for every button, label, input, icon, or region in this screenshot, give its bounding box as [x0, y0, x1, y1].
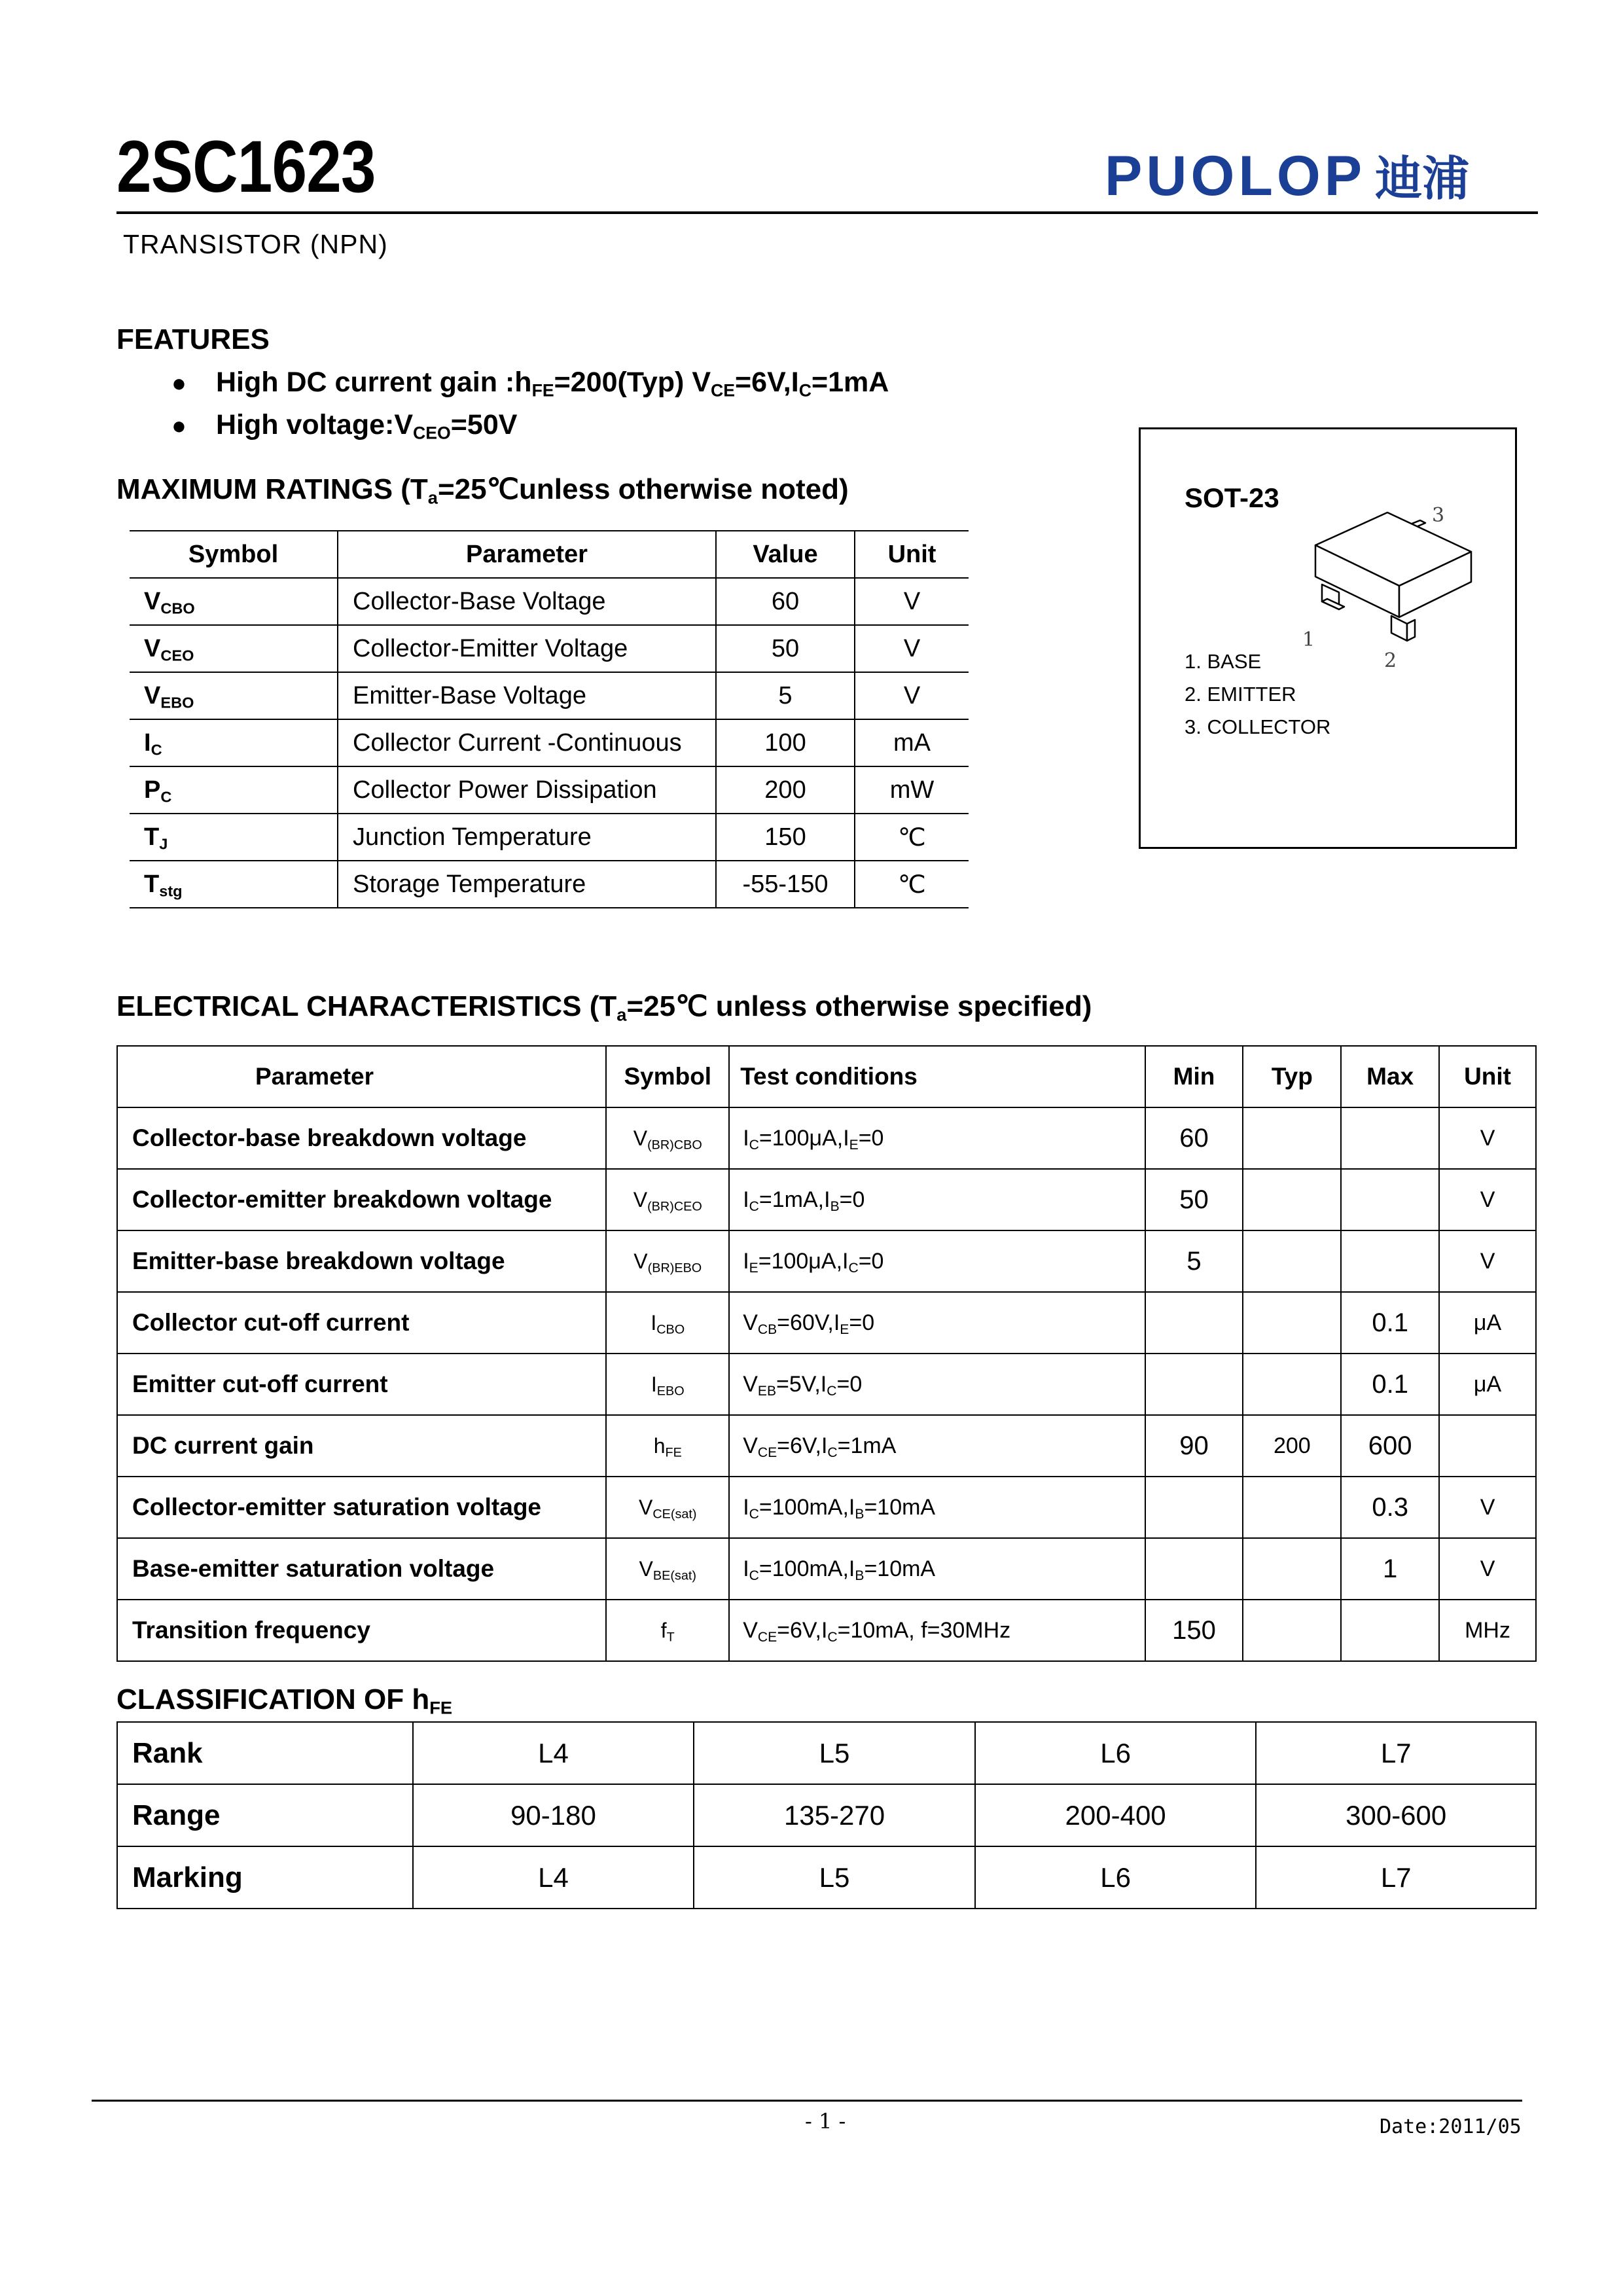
part-number: 2SC1623	[116, 126, 376, 207]
test-condition-part: C	[749, 1506, 759, 1522]
symbol-letter: V	[144, 634, 161, 662]
pin-label-emitter: 2. EMITTER	[1185, 683, 1296, 706]
symbol-letter: T	[144, 870, 160, 898]
symbol-sub: EBO	[656, 1384, 685, 1399]
test-condition-part: =0	[858, 1248, 884, 1274]
table-row	[130, 814, 969, 861]
symbol-sub: C	[151, 741, 162, 759]
feature-sub: C	[798, 380, 812, 401]
typ-cell	[1243, 1292, 1341, 1354]
test-condition-part: E	[749, 1260, 758, 1276]
features-title: FEATURES	[116, 323, 270, 355]
row-header-cell: Range	[117, 1784, 413, 1846]
classification-table	[116, 1721, 1537, 1909]
classification-cell: 300-600	[1256, 1784, 1536, 1846]
unit-cell: V	[1439, 1230, 1536, 1292]
footer-rule	[92, 2100, 1522, 2102]
test-condition-part: E	[849, 1137, 859, 1153]
min-cell	[1145, 1354, 1243, 1415]
test-condition-part: =0	[849, 1310, 875, 1335]
test-conditions-cell	[729, 1477, 1145, 1538]
symbol-cell	[130, 814, 338, 861]
value-cell: 60	[716, 578, 855, 625]
test-condition-part: C	[749, 1568, 759, 1583]
table-row	[130, 766, 969, 814]
feature-sub: FE	[531, 380, 554, 401]
unit-cell: V	[855, 672, 969, 719]
bullet-icon: ●	[171, 370, 187, 397]
symbol-cell	[130, 766, 338, 814]
unit-cell: V	[1439, 1169, 1536, 1230]
typ-cell	[1243, 1600, 1341, 1661]
table-row	[117, 1722, 1536, 1784]
parameter-cell: Emitter-base breakdown voltage	[117, 1230, 606, 1292]
min-cell: 150	[1145, 1600, 1243, 1661]
symbol-letter: I	[651, 1310, 657, 1335]
test-condition-part: E	[840, 1321, 849, 1337]
classification-cell: 135-270	[694, 1784, 975, 1846]
device-type: TRANSISTOR (NPN)	[123, 229, 388, 259]
sot23-package-icon	[1302, 494, 1486, 677]
test-condition-part: I	[743, 1494, 749, 1520]
table-row	[130, 719, 969, 766]
parameter-cell: Collector-base breakdown voltage	[117, 1107, 606, 1169]
table-row	[130, 625, 969, 672]
unit-cell: μA	[1439, 1354, 1536, 1415]
test-condition-part: =100μA,I	[758, 1248, 849, 1274]
symbol-letter: T	[144, 823, 160, 851]
test-conditions-cell	[729, 1538, 1145, 1600]
electrical-table	[116, 1045, 1537, 1662]
parameter-cell: Collector Power Dissipation	[338, 766, 716, 814]
test-condition-part: C	[749, 1198, 759, 1214]
test-condition-part: C	[827, 1629, 838, 1645]
symbol-sub: CBO	[656, 1322, 685, 1337]
symbol-sub: CBO	[160, 600, 195, 617]
unit-cell: mA	[855, 719, 969, 766]
max-cell	[1341, 1600, 1439, 1661]
parameter-cell: Collector cut-off current	[117, 1292, 606, 1354]
symbol-letter: V	[144, 587, 161, 615]
typ-cell	[1243, 1230, 1341, 1292]
classification-cell: 90-180	[413, 1784, 694, 1846]
pin-number-2: 2	[1384, 649, 1397, 672]
min-cell: 90	[1145, 1415, 1243, 1477]
classification-cell: L4	[413, 1722, 694, 1784]
symbol-letter: V	[638, 1495, 653, 1519]
test-condition-part: B	[855, 1506, 865, 1522]
symbol-sub: FE	[665, 1445, 682, 1460]
classification-title	[116, 1683, 452, 1716]
symbol-cell	[606, 1230, 729, 1292]
feature-item	[216, 367, 889, 399]
max-cell: 0.1	[1341, 1354, 1439, 1415]
title-text: MAXIMUM RATINGS (T	[116, 473, 428, 505]
test-condition-part: =10mA	[864, 1556, 936, 1581]
test-conditions-cell	[729, 1169, 1145, 1230]
test-condition-part: =6V,I	[777, 1433, 828, 1458]
parameter-cell: Base-emitter saturation voltage	[117, 1538, 606, 1600]
test-conditions-cell	[729, 1415, 1145, 1477]
table-row	[117, 1230, 1536, 1292]
test-condition-part: =0	[836, 1371, 863, 1397]
test-conditions-cell	[729, 1600, 1145, 1661]
min-cell	[1145, 1477, 1243, 1538]
test-condition-part: =100mA,I	[758, 1494, 855, 1520]
test-condition-part: =0	[858, 1125, 884, 1151]
symbol-cell	[606, 1538, 729, 1600]
title-text: CLASSIFICATION OF h	[116, 1683, 430, 1715]
classification-cell: L7	[1256, 1846, 1536, 1909]
title-sub: FE	[429, 1697, 453, 1718]
value-cell: 100	[716, 719, 855, 766]
table-row	[117, 1169, 1536, 1230]
symbol-letter: P	[144, 776, 161, 804]
symbol-cell	[130, 861, 338, 908]
value-cell: -55-150	[716, 861, 855, 908]
table-row	[130, 672, 969, 719]
unit-cell: V	[1439, 1477, 1536, 1538]
header-parameter: Parameter	[338, 531, 716, 578]
test-condition-part: =100mA,I	[758, 1556, 855, 1581]
test-condition-part: =0	[839, 1187, 865, 1212]
header-parameter: Parameter	[117, 1046, 606, 1107]
footer-date: Date:2011/05	[1380, 2115, 1522, 2138]
max-ratings-title	[116, 473, 849, 506]
classification-cell: L5	[694, 1722, 975, 1784]
classification-cell: L6	[975, 1722, 1257, 1784]
table-row	[117, 1354, 1536, 1415]
typ-cell	[1243, 1538, 1341, 1600]
symbol-letter: V	[633, 1249, 648, 1273]
pin-label-base: 1. BASE	[1185, 650, 1262, 673]
feature-text: =50V	[450, 409, 518, 440]
max-cell: 1	[1341, 1538, 1439, 1600]
symbol-letter: V	[144, 681, 161, 709]
table-row	[117, 1292, 1536, 1354]
row-header-cell: Marking	[117, 1846, 413, 1909]
title-sub: a	[616, 1004, 627, 1025]
header-rule	[116, 211, 1538, 214]
symbol-cell	[606, 1107, 729, 1169]
table-row	[130, 578, 969, 625]
test-condition-part: =60V,I	[777, 1310, 840, 1335]
typ-cell	[1243, 1169, 1341, 1230]
test-condition-part: I	[743, 1125, 749, 1151]
title-text: ELECTRICAL CHARACTERISTICS (T	[116, 990, 617, 1022]
test-condition-part: =10mA	[864, 1494, 936, 1520]
min-cell	[1145, 1292, 1243, 1354]
value-cell: 200	[716, 766, 855, 814]
table-row	[130, 861, 969, 908]
unit-cell: ℃	[855, 814, 969, 861]
test-conditions-cell	[729, 1230, 1145, 1292]
symbol-cell	[130, 719, 338, 766]
symbol-letter: I	[651, 1372, 657, 1396]
symbol-cell	[606, 1292, 729, 1354]
header-test-conditions: Test conditions	[729, 1046, 1145, 1107]
symbol-cell	[130, 625, 338, 672]
value-cell: 150	[716, 814, 855, 861]
header-unit: Unit	[1439, 1046, 1536, 1107]
symbol-cell	[130, 578, 338, 625]
test-condition-part: V	[743, 1310, 758, 1335]
header-max: Max	[1341, 1046, 1439, 1107]
table-row	[117, 1600, 1536, 1661]
header-min: Min	[1145, 1046, 1243, 1107]
test-conditions-cell	[729, 1292, 1145, 1354]
classification-cell: L7	[1256, 1722, 1536, 1784]
classification-cell: L6	[975, 1846, 1257, 1909]
max-cell: 600	[1341, 1415, 1439, 1477]
test-condition-part: =1mA	[837, 1433, 897, 1458]
symbol-cell	[606, 1169, 729, 1230]
table-row	[117, 1846, 1536, 1909]
parameter-cell: Transition frequency	[117, 1600, 606, 1661]
feature-sub: CEO	[413, 423, 451, 443]
min-cell: 5	[1145, 1230, 1243, 1292]
typ-cell	[1243, 1107, 1341, 1169]
symbol-sub: (BR)CEO	[647, 1199, 702, 1214]
unit-cell: V	[855, 578, 969, 625]
header-symbol: Symbol	[188, 540, 279, 568]
max-cell	[1341, 1107, 1439, 1169]
symbol-sub: (BR)EBO	[647, 1261, 702, 1276]
test-condition-part: CE	[757, 1629, 777, 1645]
symbol-letter: h	[653, 1433, 666, 1458]
unit-cell: V	[855, 625, 969, 672]
symbol-sub: stg	[159, 882, 183, 900]
symbol-letter: V	[633, 1187, 648, 1211]
title-text: =25℃unless otherwise noted)	[437, 473, 849, 505]
test-condition-part: I	[743, 1556, 749, 1581]
table-row	[117, 1477, 1536, 1538]
header-symbol: Symbol	[606, 1046, 729, 1107]
symbol-sub: CE(sat)	[652, 1507, 697, 1522]
feature-text: =200(Typ) V	[554, 367, 711, 398]
symbol-sub: EBO	[160, 694, 194, 711]
parameter-cell: Collector-emitter saturation voltage	[117, 1477, 606, 1538]
parameter-cell: Collector-Base Voltage	[338, 578, 716, 625]
symbol-cell	[606, 1477, 729, 1538]
header-unit: Unit	[855, 531, 969, 578]
symbol-sub: BE(sat)	[652, 1568, 696, 1583]
unit-cell: V	[1439, 1538, 1536, 1600]
symbol-cell	[130, 672, 338, 719]
electrical-title	[116, 990, 1092, 1023]
table-header-row	[130, 531, 969, 578]
parameter-cell: Junction Temperature	[338, 814, 716, 861]
test-condition-part: C	[827, 1383, 837, 1399]
classification-cell: L5	[694, 1846, 975, 1909]
feature-item	[216, 409, 517, 441]
symbol-letter: V	[639, 1556, 653, 1581]
parameter-cell: Collector-emitter breakdown voltage	[117, 1169, 606, 1230]
test-condition-part: C	[827, 1444, 838, 1460]
symbol-sub: C	[160, 788, 172, 806]
title-text: =25℃ unless otherwise specified)	[626, 990, 1092, 1022]
symbol-letter: I	[144, 728, 151, 757]
pin-label-collector: 3. COLLECTOR	[1185, 715, 1331, 738]
table-header-row	[117, 1046, 1536, 1107]
test-condition-part: C	[749, 1137, 759, 1153]
feature-sub: CE	[711, 380, 736, 401]
table-row	[117, 1415, 1536, 1477]
unit-cell: mW	[855, 766, 969, 814]
min-cell: 60	[1145, 1107, 1243, 1169]
feature-text: High voltage:V	[216, 409, 414, 440]
test-condition-part: =5V,I	[776, 1371, 827, 1397]
min-cell	[1145, 1538, 1243, 1600]
classification-cell: L4	[413, 1846, 694, 1909]
bullet-icon: ●	[171, 412, 187, 440]
max-cell	[1341, 1230, 1439, 1292]
symbol-cell	[606, 1600, 729, 1661]
max-cell: 0.1	[1341, 1292, 1439, 1354]
table-row	[117, 1784, 1536, 1846]
test-condition-part: EB	[757, 1383, 777, 1399]
test-condition-part: V	[743, 1433, 758, 1458]
symbol-cell	[606, 1354, 729, 1415]
test-condition-part: B	[830, 1198, 840, 1214]
header-value: Value	[716, 531, 855, 578]
parameter-cell: Collector Current -Continuous	[338, 719, 716, 766]
classification-cell: 200-400	[975, 1784, 1257, 1846]
row-header-cell: Rank	[117, 1722, 413, 1784]
symbol-sub: J	[159, 835, 168, 853]
parameter-cell: Emitter cut-off current	[117, 1354, 606, 1415]
pin-number-1: 1	[1302, 628, 1315, 651]
symbol-sub: T	[666, 1630, 675, 1645]
test-condition-part: CE	[757, 1444, 777, 1460]
symbol-cell	[606, 1415, 729, 1477]
test-conditions-cell	[729, 1354, 1145, 1415]
feature-text: =1mA	[811, 367, 889, 398]
package-name: SOT-23	[1185, 482, 1279, 513]
test-condition-part: =1mA,I	[758, 1187, 830, 1212]
feature-text: High DC current gain :h	[216, 367, 532, 398]
unit-cell: V	[1439, 1107, 1536, 1169]
typ-cell	[1243, 1477, 1341, 1538]
symbol-letter: f	[660, 1618, 667, 1642]
max-ratings-table	[130, 530, 969, 908]
test-condition-part: I	[743, 1187, 749, 1212]
min-cell: 50	[1145, 1169, 1243, 1230]
title-sub: a	[427, 487, 438, 508]
test-condition-part: =100μA,I	[758, 1125, 849, 1151]
test-condition-part: V	[743, 1371, 758, 1397]
parameter-cell: Collector-Emitter Voltage	[338, 625, 716, 672]
parameter-cell: DC current gain	[117, 1415, 606, 1477]
test-condition-part: V	[743, 1617, 758, 1643]
parameter-cell: Emitter-Base Voltage	[338, 672, 716, 719]
typ-cell: 200	[1243, 1415, 1341, 1477]
test-condition-part: CB	[757, 1321, 777, 1337]
value-cell: 5	[716, 672, 855, 719]
test-condition-part: =10mA, f=30MHz	[837, 1617, 1011, 1643]
unit-cell	[1439, 1415, 1536, 1477]
pin-number-3: 3	[1432, 504, 1445, 527]
symbol-letter: V	[633, 1126, 648, 1150]
typ-cell	[1243, 1354, 1341, 1415]
brand-logo	[1105, 141, 1469, 209]
brand-logo-latin: PUOLOP	[1105, 145, 1366, 207]
max-cell	[1341, 1169, 1439, 1230]
test-condition-part: C	[848, 1260, 859, 1276]
test-condition-part: B	[855, 1568, 865, 1583]
max-cell: 0.3	[1341, 1477, 1439, 1538]
test-condition-part: I	[743, 1248, 749, 1274]
unit-cell: μA	[1439, 1292, 1536, 1354]
symbol-sub: CEO	[160, 647, 194, 664]
test-condition-part: =6V,I	[777, 1617, 828, 1643]
parameter-cell: Storage Temperature	[338, 861, 716, 908]
feature-text: =6V,I	[735, 367, 799, 398]
brand-logo-cjk: 迪浦	[1375, 151, 1470, 206]
table-row	[117, 1107, 1536, 1169]
value-cell: 50	[716, 625, 855, 672]
table-row	[117, 1538, 1536, 1600]
unit-cell: ℃	[855, 861, 969, 908]
test-conditions-cell	[729, 1107, 1145, 1169]
unit-cell: MHz	[1439, 1600, 1536, 1661]
header-typ: Typ	[1243, 1046, 1341, 1107]
symbol-sub: (BR)CBO	[647, 1138, 702, 1153]
page-number: - 1 -	[805, 2109, 846, 2134]
